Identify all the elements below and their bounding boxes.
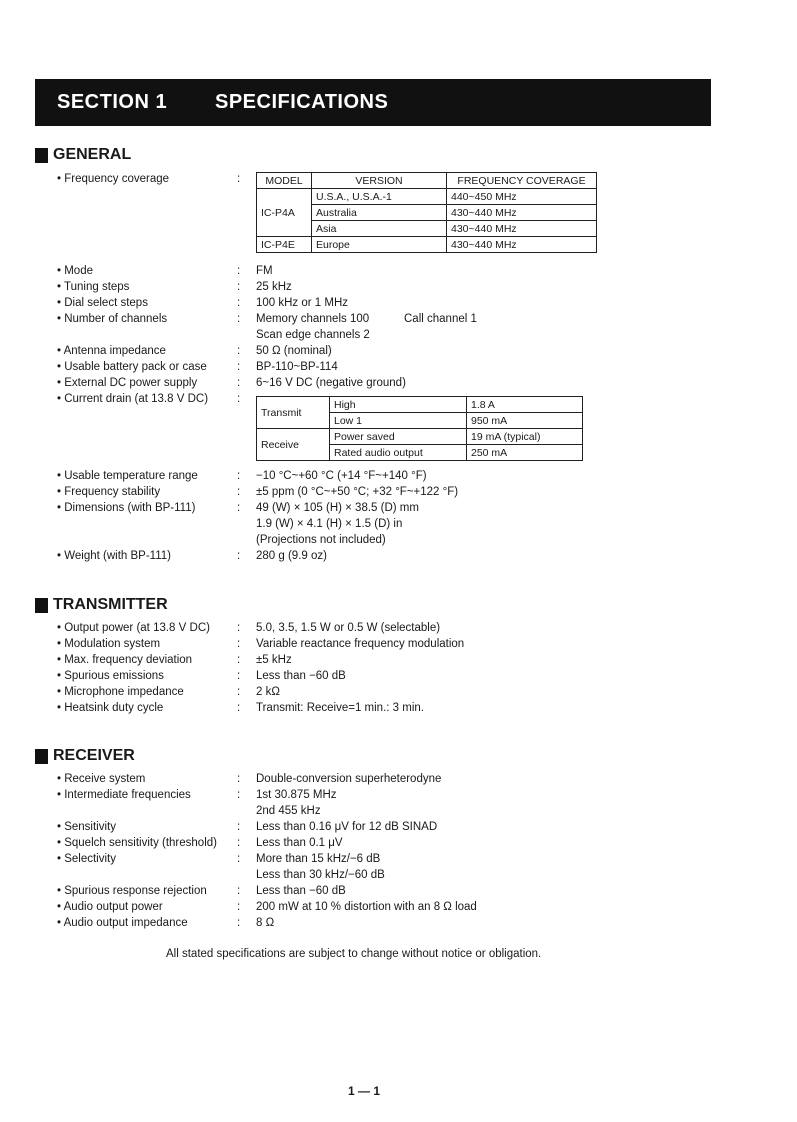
colon: : <box>237 702 241 714</box>
table-cell: 430~440 MHz <box>447 205 597 221</box>
spec-label: • Antenna impedance <box>57 345 166 357</box>
spec-value: Less than 30 kHz/−60 dB <box>256 869 385 881</box>
frequency-coverage-table <box>256 172 597 253</box>
colon: : <box>237 313 241 325</box>
colon: : <box>237 654 241 666</box>
table-cell: 950 mA <box>467 413 583 429</box>
spec-label: • Output power (at 13.8 V DC) <box>57 622 210 634</box>
table-cell: U.S.A., U.S.A.-1 <box>312 189 447 205</box>
table-header: FREQUENCY COVERAGE <box>447 173 597 189</box>
spec-value: BP-110~BP-114 <box>256 361 338 373</box>
colon: : <box>237 885 241 897</box>
colon: : <box>237 297 241 309</box>
heading-square-icon <box>35 749 48 764</box>
spec-label: • Selectivity <box>57 853 116 865</box>
table-cell: 19 mA (typical) <box>467 429 583 445</box>
colon: : <box>237 173 241 185</box>
spec-value: 49 (W) × 105 (H) × 38.5 (D) mm <box>256 502 419 514</box>
spec-value: 5.0, 3.5, 1.5 W or 0.5 W (selectable) <box>256 622 441 634</box>
spec-value: FM <box>256 265 273 277</box>
spec-label: • External DC power supply <box>57 377 198 389</box>
colon: : <box>237 686 241 698</box>
spec-value: 280 g (9.9 oz) <box>256 550 327 562</box>
section-number: SECTION 1 <box>57 91 168 113</box>
colon: : <box>237 670 241 682</box>
spec-value: ±5 ppm (0 °C~+50 °C; +32 °F~+122 °F) <box>256 486 459 498</box>
spec-label: • Weight (with BP-111) <box>57 550 171 562</box>
spec-label: • Squelch sensitivity (threshold) <box>57 837 217 849</box>
spec-label: • Microphone impedance <box>57 686 184 698</box>
spec-value: Double-conversion superheterodyne <box>256 773 442 785</box>
spec-value: Less than 0.1 μV <box>256 837 343 849</box>
table-cell: Power saved <box>330 429 467 445</box>
spec-label: • Mode <box>57 265 93 277</box>
table-header: VERSION <box>312 173 447 189</box>
spec-value: Less than −60 dB <box>256 885 346 897</box>
spec-label: • Current drain (at 13.8 V DC) <box>57 393 209 405</box>
colon: : <box>237 901 241 913</box>
current-drain-table <box>256 396 583 461</box>
table-cell: 440~450 MHz <box>447 189 597 205</box>
spec-label: • Heatsink duty cycle <box>57 702 164 714</box>
spec-value: ±5 kHz <box>256 654 292 666</box>
table-cell: Europe <box>312 237 447 253</box>
table-cell: Asia <box>312 221 447 237</box>
spec-value: Transmit: Receive=1 min.: 3 min. <box>256 702 424 714</box>
spec-label: • Receive system <box>57 773 146 785</box>
general-heading <box>35 146 131 164</box>
colon: : <box>237 502 241 514</box>
spec-label: • Frequency stability <box>57 486 161 498</box>
colon: : <box>237 281 241 293</box>
transmitter-heading <box>35 596 168 614</box>
table-cell: Receive <box>257 429 330 461</box>
colon: : <box>237 638 241 650</box>
colon: : <box>237 486 241 498</box>
spec-value: 50 Ω (nominal) <box>256 345 332 357</box>
colon: : <box>237 470 241 482</box>
transmitter-heading-text: TRANSMITTER <box>53 596 168 613</box>
spec-value: 2 kΩ <box>256 686 280 698</box>
spec-value: 8 Ω <box>256 917 275 929</box>
spec-value: 1.9 (W) × 4.1 (H) × 1.5 (D) in <box>256 518 403 530</box>
page-number: 1 — 1 <box>348 1084 381 1098</box>
spec-label: • Sensitivity <box>57 821 116 833</box>
section-header <box>35 79 711 126</box>
table-cell: 1.8 A <box>467 397 583 413</box>
spec-label: • Dimensions (with BP-111) <box>57 502 196 514</box>
general-heading-text: GENERAL <box>53 146 132 163</box>
colon: : <box>237 789 241 801</box>
spec-label: • Spurious emissions <box>57 670 164 682</box>
spec-label: • Frequency coverage <box>57 173 170 185</box>
spec-value: Scan edge channels 2 <box>256 329 370 341</box>
colon: : <box>237 377 241 389</box>
colon: : <box>237 622 241 634</box>
heading-square-icon <box>35 148 48 163</box>
receiver-heading-text: RECEIVER <box>53 747 135 764</box>
spec-value: 1st 30.875 MHz <box>256 789 337 801</box>
section-title: SPECIFICATIONS <box>215 91 389 113</box>
spec-value: Less than −60 dB <box>256 670 346 682</box>
colon: : <box>237 265 241 277</box>
table-cell: 430~440 MHz <box>447 221 597 237</box>
table-cell: Australia <box>312 205 447 221</box>
colon: : <box>237 837 241 849</box>
spec-label: • Tuning steps <box>57 281 130 293</box>
table-cell: High <box>330 397 467 413</box>
spec-label: • Intermediate frequencies <box>57 789 191 801</box>
spec-label: • Max. frequency deviation <box>57 654 193 666</box>
heading-square-icon <box>35 598 48 613</box>
spec-label: • Spurious response rejection <box>57 885 207 897</box>
spec-value: 2nd 455 kHz <box>256 805 321 817</box>
colon: : <box>237 361 241 373</box>
colon: : <box>237 773 241 785</box>
colon: : <box>237 393 241 405</box>
spec-value: 200 mW at 10 % distortion with an 8 Ω load <box>256 901 477 913</box>
spec-value: 25 kHz <box>256 281 292 293</box>
spec-label: • Audio output impedance <box>57 917 188 929</box>
table-cell: Transmit <box>257 397 330 429</box>
colon: : <box>237 550 241 562</box>
spec-value: Variable reactance frequency modulation <box>256 638 465 650</box>
table-cell: Rated audio output <box>330 445 467 461</box>
spec-value: −10 °C~+60 °C (+14 °F~+140 °F) <box>256 470 427 482</box>
spec-label: • Dial select steps <box>57 297 148 309</box>
colon: : <box>237 345 241 357</box>
spec-value: 100 kHz or 1 MHz <box>256 297 349 309</box>
spec-label: • Usable battery pack or case <box>57 361 207 373</box>
table-cell: IC-P4E <box>257 237 312 253</box>
table-cell: IC-P4A <box>257 189 312 237</box>
colon: : <box>237 821 241 833</box>
spec-value: 6~16 V DC (negative ground) <box>256 377 406 389</box>
receiver-heading <box>35 747 135 765</box>
table-cell: 250 mA <box>467 445 583 461</box>
spec-label: • Modulation system <box>57 638 161 650</box>
disclaimer-note: All stated specifications are subject to change without notice or obligation. <box>166 948 542 960</box>
spec-value: Memory channels 100 <box>256 313 370 325</box>
table-cell: Low 1 <box>330 413 467 429</box>
spec-value: (Projections not included) <box>256 534 386 546</box>
spec-value: Call channel 1 <box>404 313 477 325</box>
spec-label: • Number of channels <box>57 313 168 325</box>
spec-label: • Audio output power <box>57 901 163 913</box>
spec-value: Less than 0.16 μV for 12 dB SINAD <box>256 821 438 833</box>
table-header: MODEL <box>257 173 312 189</box>
table-cell: 430~440 MHz <box>447 237 597 253</box>
spec-value: More than 15 kHz/−6 dB <box>256 853 381 865</box>
colon: : <box>237 853 241 865</box>
colon: : <box>237 917 241 929</box>
spec-label: • Usable temperature range <box>57 470 198 482</box>
